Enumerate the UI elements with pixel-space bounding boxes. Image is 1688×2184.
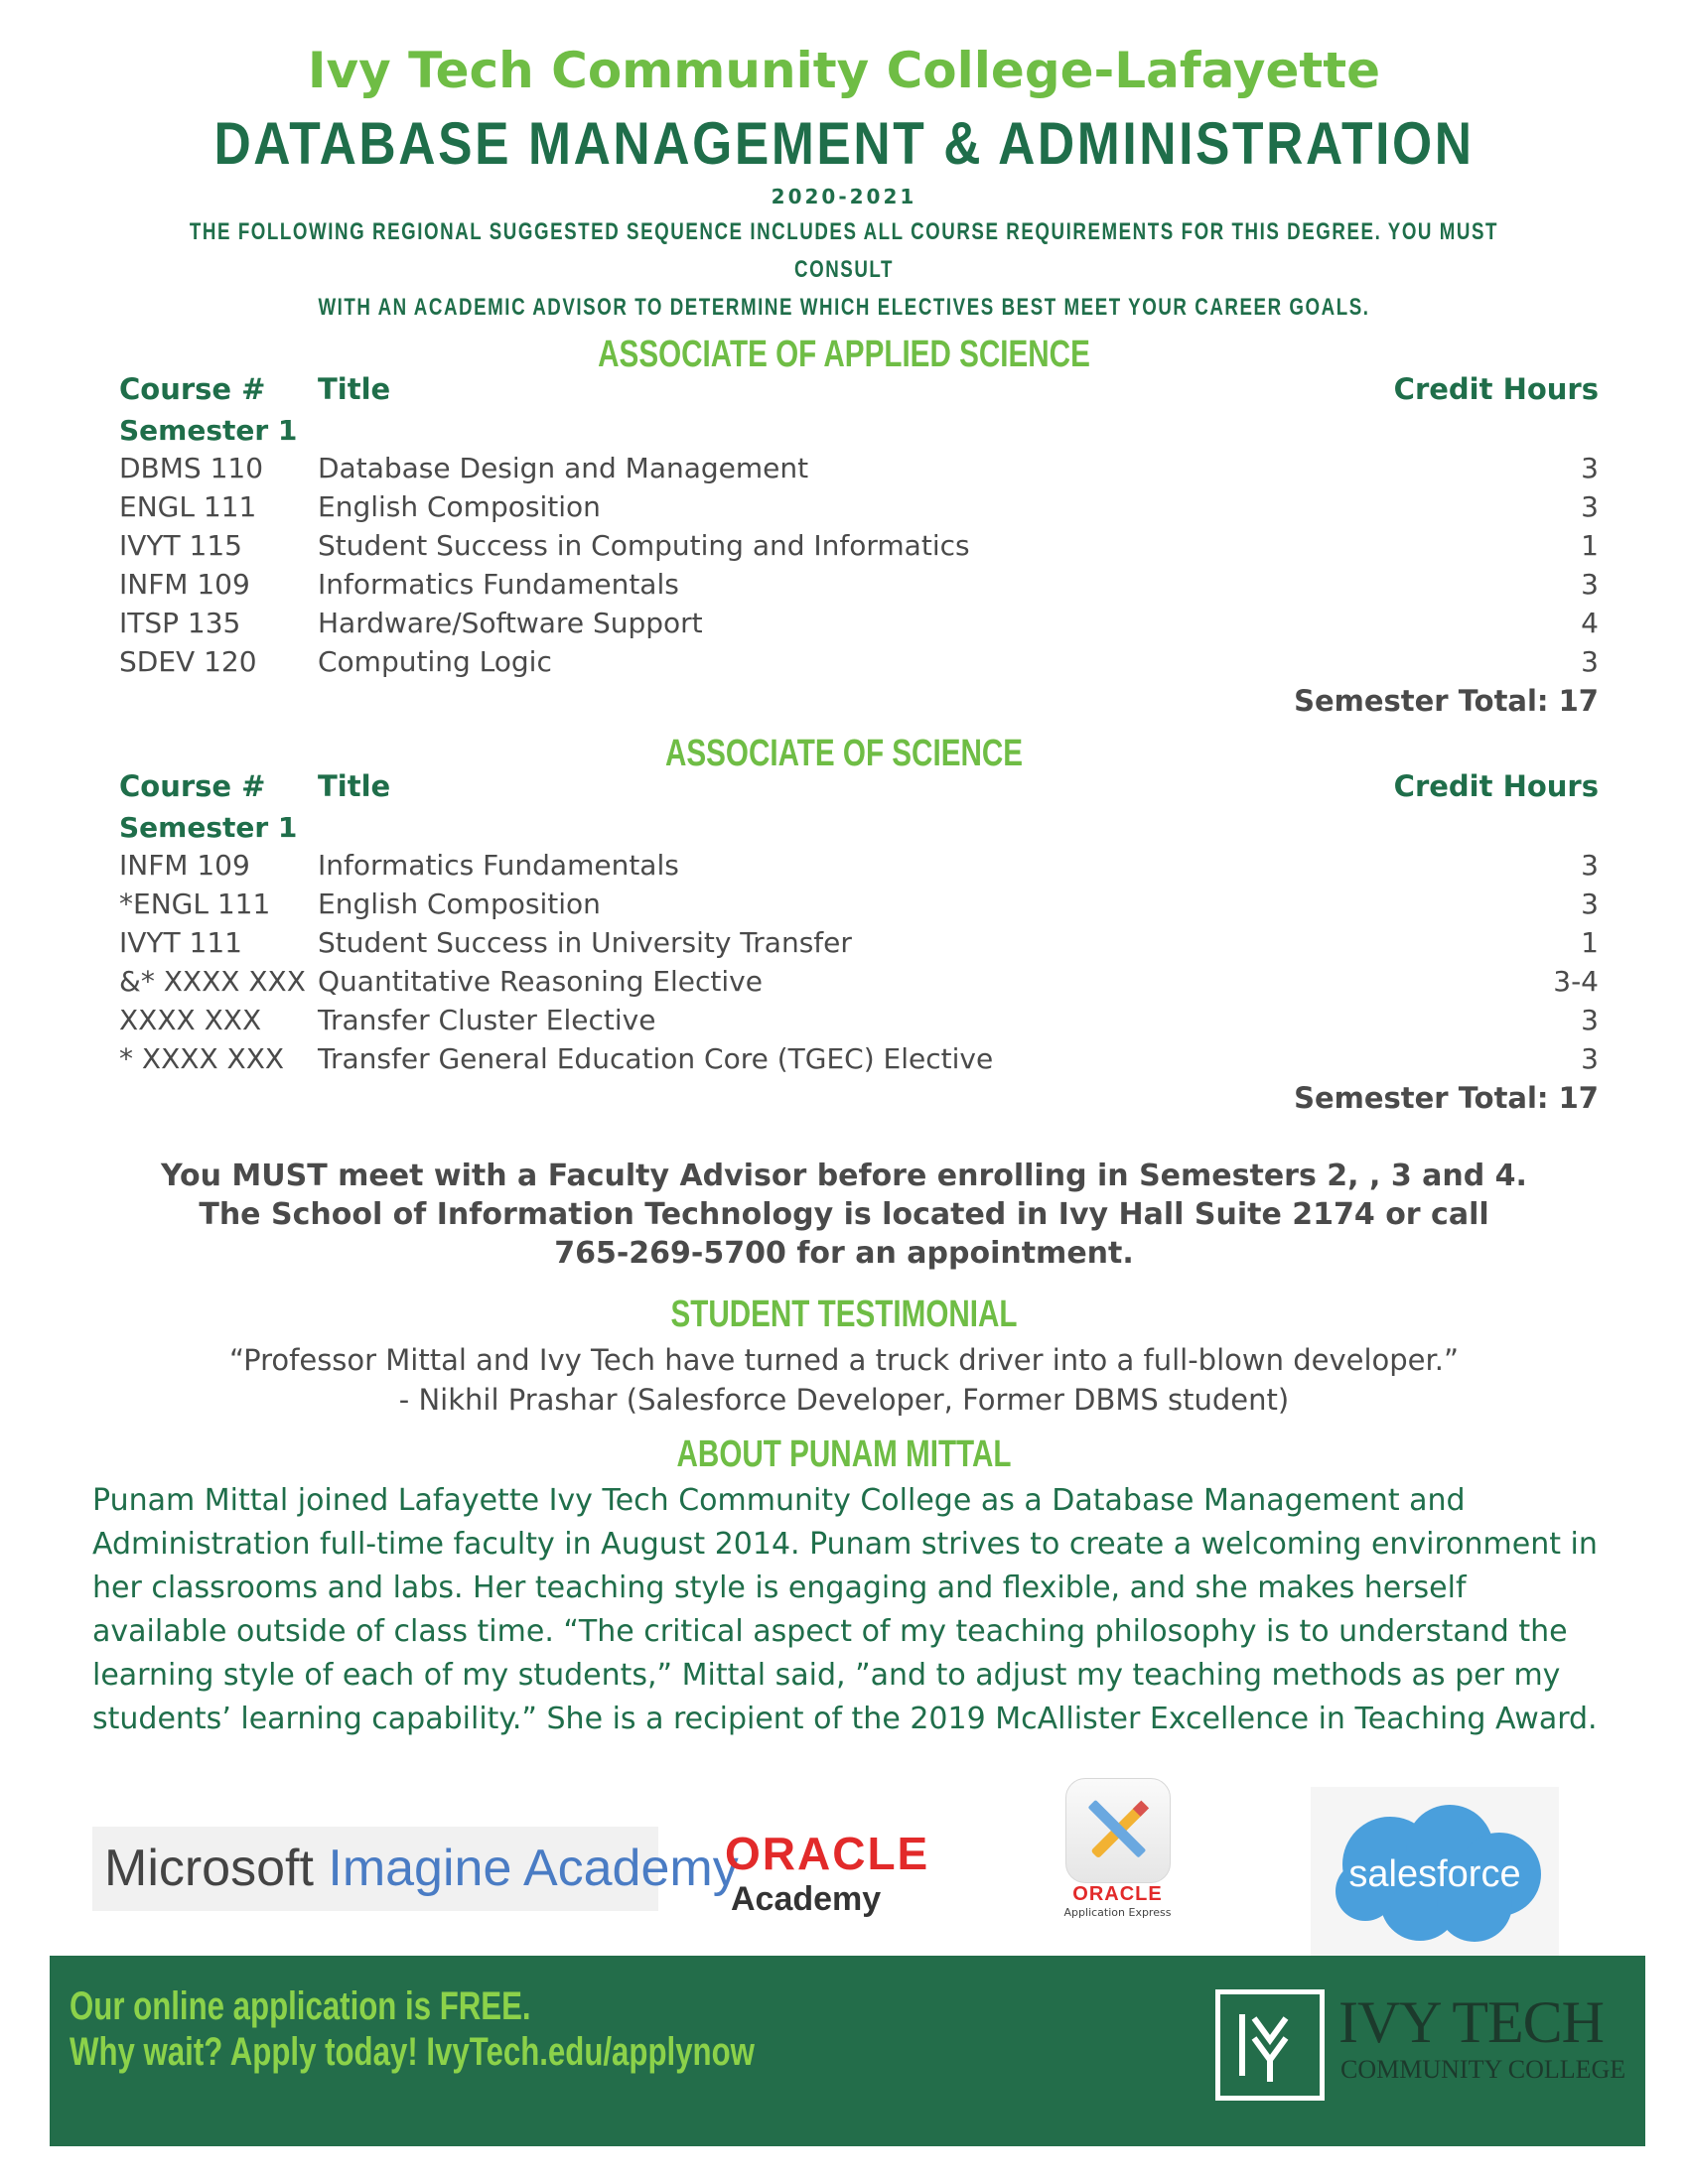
course-title: Student Success in Computing and Informatics: [318, 529, 970, 562]
logo-text-microsoft: Microsoft: [104, 1840, 314, 1897]
semester-total: Semester Total: 17: [1294, 684, 1599, 718]
course-credits: 3: [1581, 568, 1599, 601]
table-row: [119, 849, 1599, 887]
oracle-academy-logo: [725, 1827, 983, 1926]
as-section-title: ASSOCIATE OF SCIENCE: [664, 733, 1024, 774]
apex-subtitle: Application Express: [1063, 1906, 1172, 1919]
about-title: ABOUT PUNAM MITTAL: [676, 1433, 1012, 1475]
course-credits: 3-4: [1553, 965, 1599, 998]
semester-total: Semester Total: 17: [1294, 1081, 1599, 1115]
aas-course-table: [119, 372, 1599, 724]
col-course: Course #: [119, 372, 266, 406]
course-credits: 3: [1581, 887, 1599, 920]
advisor-line-2: The School of Information Technology is located in Ivy Hall Suite 2174 or call: [199, 1197, 1489, 1232]
course-number: INFM 109: [119, 849, 250, 882]
intro-line-1: THE FOLLOWING REGIONAL SUGGESTED SEQUENCE INCLUDES ALL COURSE REQUIREMENTS FOR THIS DEGREE. YOU MUST CONSULT: [189, 218, 1499, 283]
col-credits: Credit Hours: [1393, 372, 1599, 406]
course-number: DBMS 110: [119, 452, 264, 484]
table-row: [119, 645, 1599, 684]
footer-apply-link[interactable]: Why wait? Apply today! IvyTech.edu/applynow: [70, 2030, 755, 2074]
table-header: [119, 769, 1599, 811]
advisor-phone: 765-269-5700 for an appointment.: [554, 1236, 1134, 1271]
table-row: [119, 607, 1599, 645]
table-row: [119, 568, 1599, 607]
col-credits: Credit Hours: [1393, 769, 1599, 803]
academic-year: 2020-2021: [771, 185, 917, 208]
course-number: XXXX XXX: [119, 1004, 262, 1036]
footer-line-1: Our online application is FREE.: [70, 1984, 531, 2028]
oracle-academy-label: Academy: [731, 1880, 882, 1918]
course-credits: 3: [1581, 645, 1599, 678]
footer-cta: [70, 1983, 755, 2075]
table-row: [119, 452, 1599, 490]
course-title: Computing Logic: [318, 645, 552, 678]
intro-line-2: WITH AN ACADEMIC ADVISOR TO DETERMINE WHICH ELECTIVES BEST MEET YOUR CAREER GOALS.: [318, 294, 1370, 321]
ivy-tech-emblem-icon: [1215, 1989, 1325, 2101]
course-title: Transfer General Education Core (TGEC) Elective: [318, 1042, 994, 1075]
course-title: Student Success in University Transfer: [318, 926, 852, 959]
course-number: SDEV 120: [119, 645, 257, 678]
course-credits: 3: [1581, 490, 1599, 523]
table-row: [119, 490, 1599, 529]
table-row: [119, 1042, 1599, 1081]
testimonial-text: [0, 1340, 1688, 1420]
course-credits: 1: [1581, 529, 1599, 562]
logo-text-imagine-academy: Imagine Academy: [328, 1840, 739, 1897]
semester-label: Semester 1: [119, 414, 298, 447]
table-row: [119, 965, 1599, 1004]
course-title: Informatics Fundamentals: [318, 568, 679, 601]
course-number: ITSP 135: [119, 607, 241, 639]
program-title: DATABASE MANAGEMENT & ADMINISTRATION: [213, 110, 1475, 177]
testimonial-quote: “Professor Mittal and Ivy Tech have turned a truck driver into a full-blown developer.”: [229, 1343, 1459, 1377]
course-number: INFM 109: [119, 568, 250, 601]
course-number: IVYT 111: [119, 926, 242, 959]
apex-oracle-wordmark: ORACLE: [1072, 1883, 1163, 1905]
course-number: *ENGL 111: [119, 887, 271, 920]
table-row: [119, 529, 1599, 568]
course-credits: 3: [1581, 1004, 1599, 1036]
course-title: Transfer Cluster Elective: [318, 1004, 656, 1036]
college-name: Ivy Tech Community College-Lafayette: [307, 42, 1381, 99]
ivy-tech-subtitle: COMMUNITY COLLEGE: [1340, 2055, 1626, 2084]
salesforce-logo: [1311, 1787, 1559, 1956]
salesforce-wordmark: salesforce: [1348, 1853, 1521, 1895]
course-title: English Composition: [318, 887, 601, 920]
course-credits: 1: [1581, 926, 1599, 959]
course-number: &* XXXX XXX: [119, 965, 306, 998]
table-row: [119, 1004, 1599, 1042]
footer-banner: [50, 1956, 1645, 2146]
col-title: Title: [318, 769, 391, 803]
intro-text: [186, 213, 1502, 327]
col-title: Title: [318, 372, 391, 406]
course-number: * XXXX XXX: [119, 1042, 285, 1075]
course-credits: 3: [1581, 849, 1599, 882]
col-course: Course #: [119, 769, 266, 803]
course-number: IVYT 115: [119, 529, 242, 562]
course-credits: 4: [1581, 607, 1599, 639]
table-row: [119, 887, 1599, 926]
advisor-line-1: You MUST meet with a Faculty Advisor before enrolling in Semesters 2, , 3 and 4.: [161, 1159, 1527, 1193]
ivy-tech-wordmark: IVY TECH: [1338, 1989, 1604, 2055]
course-credits: 3: [1581, 1042, 1599, 1075]
oracle-wordmark: ORACLE: [725, 1828, 930, 1879]
course-title: Informatics Fundamentals: [318, 849, 679, 882]
about-body: Punam Mittal joined Lafayette Ivy Tech Community College as a Database Management and Administration full-time faculty in August 2014. Punam strives to create a welcoming environment in her classrooms and labs. Her teaching style is engaging and flexible, and she makes herself available outside of class time. “The critical aspect of my teaching philosophy is to understand the learning style of each of my students,” Mittal said, ”and to adjust my teaching methods as per my students’ learning capability.” She is a recipient of the 2019 McAllister Excellence in Teaching Award.: [92, 1483, 1598, 1736]
semester-label: Semester 1: [119, 811, 298, 844]
oracle-apex-logo: [1051, 1770, 1185, 1929]
course-title: Database Design and Management: [318, 452, 809, 484]
course-credits: 3: [1581, 452, 1599, 484]
course-number: ENGL 111: [119, 490, 257, 523]
testimonial-title: STUDENT TESTIMONIAL: [670, 1294, 1018, 1335]
apex-app-icon: [1065, 1778, 1171, 1883]
course-title: English Composition: [318, 490, 601, 523]
table-header: [119, 372, 1599, 414]
as-course-table: [119, 769, 1599, 1121]
table-row: [119, 926, 1599, 965]
testimonial-attribution: - Nikhil Prashar (Salesforce Developer, Former DBMS student): [398, 1383, 1290, 1417]
microsoft-imagine-academy-logo: [92, 1827, 739, 1911]
advisor-notice: [0, 1157, 1688, 1273]
course-title: Hardware/Software Support: [318, 607, 703, 639]
course-title: Quantitative Reasoning Elective: [318, 965, 763, 998]
aas-section-title: ASSOCIATE OF APPLIED SCIENCE: [598, 334, 1090, 375]
